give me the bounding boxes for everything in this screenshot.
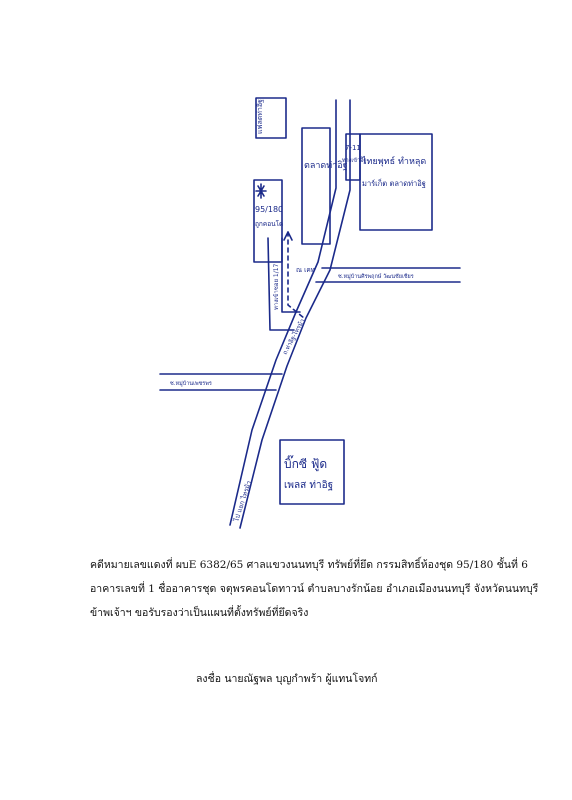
seven-eleven-branch-label: ทางเข้าอิฐ: [342, 158, 367, 164]
thaipush-label: ไทยพุทธ์ ทำหลุด: [362, 157, 427, 167]
document-caption: [90, 553, 539, 625]
to-direction-label: ไป แยก ไทรม้า: [232, 479, 254, 523]
caption-line-3: ข้าพเจ้าฯ ขอรับรองว่าเป็นแผนที่ตั้งทรัพย์ที่ยึดจริง: [90, 607, 309, 619]
bigc-building: [280, 440, 344, 504]
road-left-label: ซ.หมู่บ้านเพชรพร: [170, 381, 212, 387]
target-unit-label: 95/180: [255, 205, 284, 214]
road-right-label: ซ.หมู่บ้านศิรพฤกษ์ วัฒนชัยเชียร: [338, 274, 414, 280]
flats-label: แฟลตท่าอิฐ: [256, 99, 264, 134]
zone-label: ณ เคท: [296, 266, 315, 274]
bigc-label-line2: เพลส ท่าอิฐ: [284, 480, 334, 491]
target-marker-icon: [256, 184, 266, 198]
thaipush-sub-label: มาร์เก็ต ตลาดท่าอิฐ: [362, 179, 426, 188]
bigc-label-line1: บิ๊กซี ฟู้ด: [284, 457, 328, 471]
route-dashed-line: [288, 232, 304, 318]
seven-eleven-building: [346, 134, 360, 180]
soi-entrance-label: ทางเข้าซอย 1/17: [273, 263, 280, 310]
market-label: ตลาดท่าอิฐ: [304, 161, 348, 171]
signature-line: ลงชื่อ นายณัฐพล บุญกำพร้า ผู้แทนโจทก์: [196, 673, 378, 685]
seven-eleven-label: 7-11: [345, 144, 361, 152]
main-road-label: ถ.ท่าอิฐ-ไทรม้า: [281, 317, 307, 356]
target-building-label: ถูกคอนโด: [255, 220, 284, 228]
caption-line-2: อาคารเลขที่ 1 ชื่ออาคารชุด จตุพรคอนโดทาวน์ ตำบลบางรักน้อย อำเภอเมืองนนทบุรี จังหวัดนนทบุรี: [90, 583, 539, 595]
caption-line-1: คดีหมายเลขแดงที่ ผบE 6382/65 ศาลแขวงนนทบุรี ทรัพย์ที่ยึด กรรมสิทธิ์ห้องชุด 95/180 ชั้นที่ 6: [90, 559, 528, 571]
